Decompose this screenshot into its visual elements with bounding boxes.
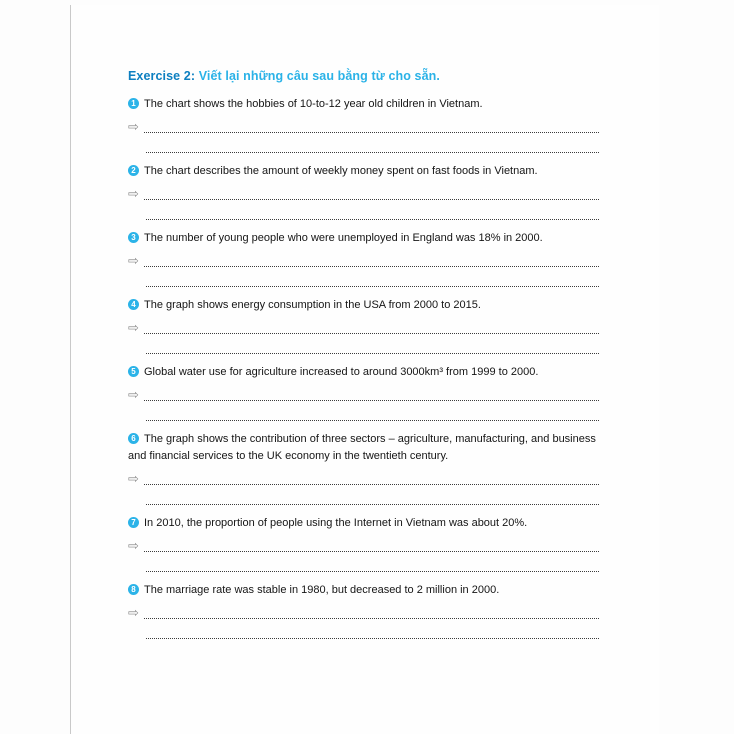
answer-line-1 bbox=[144, 387, 599, 401]
arrow-right-icon: ⇨ bbox=[128, 471, 139, 486]
page-body bbox=[70, 5, 659, 734]
answer-row-2 bbox=[146, 272, 599, 287]
item-number-badge: 1 bbox=[128, 98, 139, 109]
item-number-badge: 2 bbox=[128, 165, 139, 176]
exercise-title-prefix: Exercise 2: bbox=[128, 69, 196, 83]
arrow-right-icon: ⇨ bbox=[128, 119, 139, 134]
answer-row-2 bbox=[146, 339, 599, 354]
exercise-item bbox=[128, 431, 599, 505]
answer-row-1 bbox=[128, 319, 599, 334]
answer-line-1 bbox=[144, 119, 599, 133]
exercise-title-text: Viết lại những câu sau bằng từ cho sẵn. bbox=[198, 69, 440, 83]
answer-line-1 bbox=[144, 605, 599, 619]
item-sentence-text: The number of young people who were unemployed in England was 18% in 2000. bbox=[144, 232, 543, 244]
exercise-item bbox=[128, 297, 599, 354]
arrow-right-icon: ⇨ bbox=[128, 186, 139, 201]
answer-line-2 bbox=[146, 340, 599, 354]
arrow-right-icon: ⇨ bbox=[128, 538, 139, 553]
answer-row-1 bbox=[128, 386, 599, 401]
answer-row-1 bbox=[128, 185, 599, 200]
answer-row-2 bbox=[146, 557, 599, 572]
item-sentence-text: Global water use for agriculture increased to around 3000km³ from 1999 to 2000. bbox=[144, 366, 539, 378]
answer-row-2 bbox=[146, 205, 599, 220]
item-sentence-text: The graph shows energy consumption in the USA from 2000 to 2015. bbox=[144, 299, 481, 311]
answer-line-2 bbox=[146, 139, 599, 153]
answer-line-2 bbox=[146, 625, 599, 639]
answer-row-2 bbox=[146, 624, 599, 639]
item-sentence bbox=[128, 515, 599, 532]
item-sentence-text: The chart describes the amount of weekly money spent on fast foods in Vietnam. bbox=[144, 165, 538, 177]
answer-line-1 bbox=[144, 320, 599, 334]
item-number-badge: 7 bbox=[128, 517, 139, 528]
item-sentence-text: The marriage rate was stable in 1980, but decreased to 2 million in 2000. bbox=[144, 584, 500, 596]
exercise-items bbox=[128, 96, 599, 639]
answer-row-2 bbox=[146, 490, 599, 505]
exercise-item bbox=[128, 163, 599, 220]
answer-line-2 bbox=[146, 407, 599, 421]
answer-row-2 bbox=[146, 138, 599, 153]
answer-line-2 bbox=[146, 491, 599, 505]
answer-line-1 bbox=[144, 538, 599, 552]
answer-line-2 bbox=[146, 273, 599, 287]
answer-line-2 bbox=[146, 558, 599, 572]
answer-line-1 bbox=[144, 471, 599, 485]
answer-row-2 bbox=[146, 406, 599, 421]
exercise-item bbox=[128, 582, 599, 639]
item-sentence bbox=[128, 297, 599, 314]
item-number-badge: 5 bbox=[128, 366, 139, 377]
answer-line-2 bbox=[146, 206, 599, 220]
item-sentence-text: The graph shows the contribution of three sectors – agriculture, manufacturing, and business and financial services to the UK economy in the twentieth century. bbox=[128, 433, 596, 462]
item-number-badge: 4 bbox=[128, 299, 139, 310]
arrow-right-icon: ⇨ bbox=[128, 253, 139, 268]
item-sentence-text: In 2010, the proportion of people using the Internet in Vietnam was about 20%. bbox=[144, 517, 528, 529]
item-sentence bbox=[128, 364, 599, 381]
item-number-badge: 6 bbox=[128, 433, 139, 444]
answer-line-1 bbox=[144, 186, 599, 200]
exercise-item bbox=[128, 515, 599, 572]
arrow-right-icon: ⇨ bbox=[128, 320, 139, 335]
exercise-item bbox=[128, 230, 599, 287]
item-sentence bbox=[128, 163, 599, 180]
exercise-item bbox=[128, 364, 599, 421]
item-sentence-text: The chart shows the hobbies of 10-to-12 year old children in Vietnam. bbox=[144, 98, 483, 110]
answer-row-1 bbox=[128, 470, 599, 485]
answer-line-1 bbox=[144, 253, 599, 267]
answer-row-1 bbox=[128, 252, 599, 267]
page-content bbox=[71, 5, 659, 639]
item-sentence bbox=[128, 582, 599, 599]
arrow-right-icon: ⇨ bbox=[128, 605, 139, 620]
exercise-item bbox=[128, 96, 599, 153]
answer-row-1 bbox=[128, 118, 599, 133]
answer-row-1 bbox=[128, 537, 599, 552]
item-sentence bbox=[128, 431, 599, 465]
arrow-right-icon: ⇨ bbox=[128, 387, 139, 402]
exercise-title bbox=[128, 69, 599, 83]
item-sentence bbox=[128, 96, 599, 113]
item-number-badge: 3 bbox=[128, 232, 139, 243]
item-number-badge: 8 bbox=[128, 584, 139, 595]
answer-row-1 bbox=[128, 604, 599, 619]
item-sentence bbox=[128, 230, 599, 247]
